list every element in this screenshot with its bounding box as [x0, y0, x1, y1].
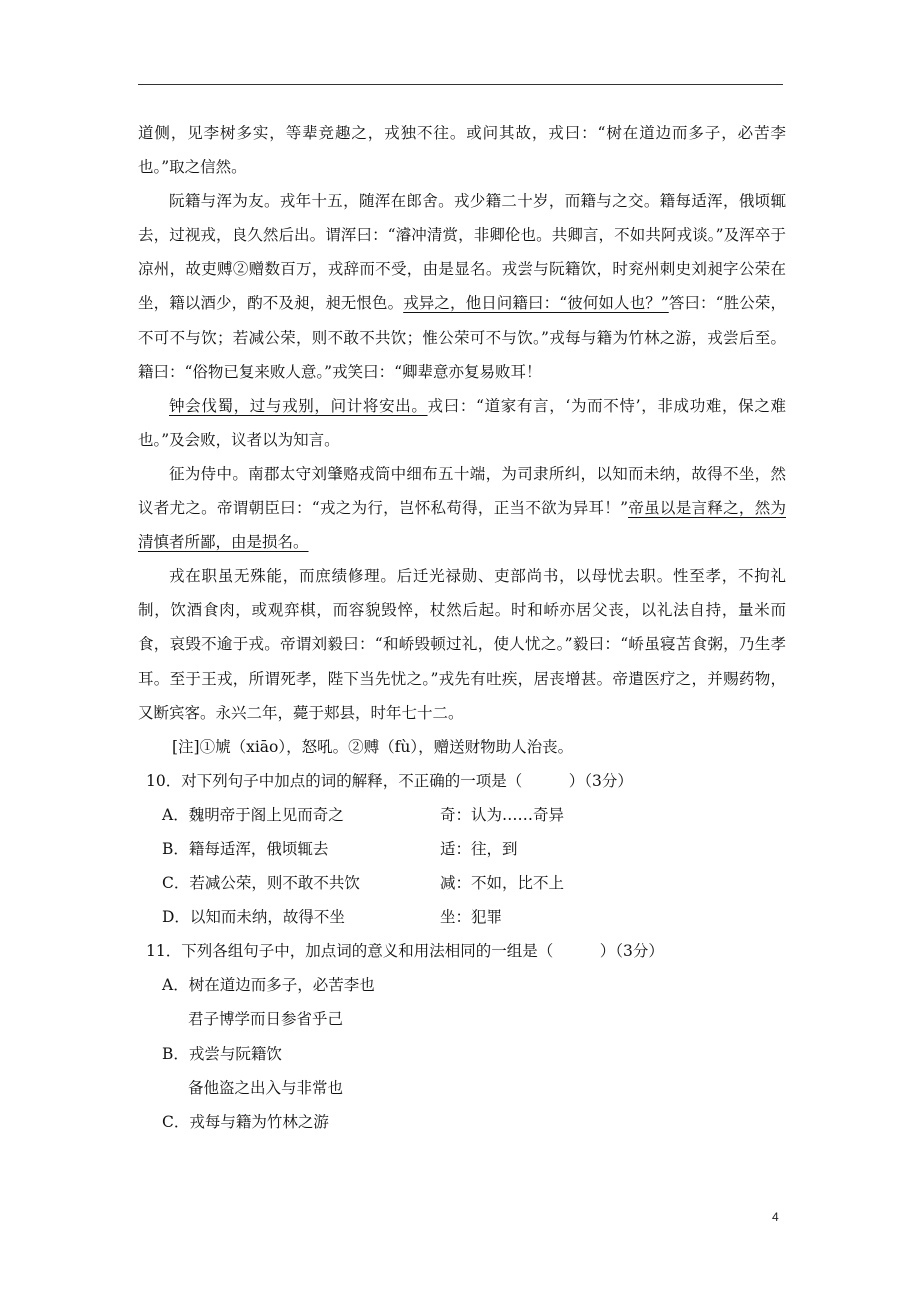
- passage-text: 征为侍中。南郡太守刘肇赂戎筒中细布五十端，为司隶所纠，以知而未纳，故得不坐，然议者尤之。帝谓朝臣曰：“戎之为行，岂怀私苟得，正当不欲为异耳！”: [138, 464, 786, 518]
- question-11-option-a-line-2: 君子博学而日参省乎己: [188, 1010, 344, 1029]
- question-10-option-a: [138, 798, 786, 832]
- option-gloss: 奇：认为……奇异: [440, 805, 565, 824]
- question-10-option-c: [138, 866, 786, 900]
- underlined-sentence-1: 戎异之，他日问籍曰：“彼何如人也？”: [403, 294, 669, 313]
- option-text: C．若减公荣，则不敢不共饮: [162, 874, 360, 893]
- underlined-sentence-2: 钟会伐蜀，过与戎别，问计将安出。: [169, 396, 428, 415]
- annotation-note: [注]①虓（xiāo），怒吼。②赙（fù），赠送财物助人治丧。: [172, 737, 574, 756]
- passage-paragraph-2: [138, 184, 786, 389]
- question-10-option-b: [138, 832, 786, 866]
- page-number: 4: [772, 1210, 779, 1224]
- option-gloss: 适：往，到: [440, 839, 518, 858]
- question-11-option-a-line-1: A．树在道边而多子，必苦李也: [162, 976, 375, 995]
- passage-paragraph-1: 道侧，见李树多实，等辈竞趣之，戎独不往。或问其故，戎曰：“树在道边而多子，必苦李也。”取之信然。: [138, 124, 786, 177]
- passage-paragraph-3: [138, 389, 786, 457]
- option-gloss: 坐：犯罪: [440, 908, 503, 927]
- question-11-option-b-line-1: B．戎尝与阮籍饮: [162, 1044, 282, 1063]
- passage-paragraph-4: [138, 457, 786, 559]
- document-body: [138, 116, 786, 1139]
- option-text: A．魏明帝于阁上见而奇之: [162, 805, 344, 824]
- passage-text: 阮籍与浑为友。戎年十五，随浑在郎舍。戎少籍二十岁，而籍与之交。籍每适浑，俄顷辄去，过视戎，良久然后出。谓浑曰：“濬冲清赏，非卿伦也。共卿言，不如共阿戎谈。”及浑卒于凉州，故吏赙②赠数百万，戎辞而不受，由是显名。戎尝与阮籍饮，时兖州刺史刘昶字公荣在坐，籍以酒少，酌不及昶，昶无恨色。: [138, 192, 786, 313]
- question-10-option-d: [138, 900, 786, 934]
- passage-text: 戎曰：“道家有言，‘为而不恃’，非成功难，保之难也。”及会败，议者以为知言。: [138, 396, 786, 449]
- passage-text: 答曰：“胜公荣，不可不与饮；若减公荣，则不敢不共饮；惟公荣可不与饮。”戎每与籍为竹林之游，戎尝后至。籍曰：“俗物已复来败人意。”戎笑曰：“卿辈意亦复易败耳！: [138, 294, 786, 381]
- option-text: B．籍每适浑，俄顷辄去: [162, 839, 329, 858]
- option-text: D．以知而未纳，故得不坐: [162, 908, 345, 927]
- question-10-stem: 10．对下列句子中加点的词的解释，不正确的一项是（ ）（3分）: [146, 771, 633, 790]
- question-11-option-b-line-2: 备他盗之出入与非常也: [188, 1078, 344, 1097]
- option-gloss: 减：不如，比不上: [440, 874, 565, 893]
- question-11-stem: 11．下列各组句子中，加点词的意义和用法相同的一组是（ ）（3分）: [146, 942, 664, 961]
- question-11-option-c-line-1: C．戎每与籍为竹林之游: [162, 1112, 329, 1131]
- underlined-sentence-3: 帝虽以是言释之，然为清慎者所鄙，由是损名。: [138, 499, 786, 552]
- header-rule: [138, 84, 783, 85]
- passage-paragraph-5: 戎在职虽无殊能，而庶绩修理。后迁光禄勋、吏部尚书，以母忧去职。性至孝，不拘礼制，饮酒食肉，或观弈棋，而容貌毁悴，杖然后起。时和峤亦居父丧，以礼法自持，量米而食，哀毁不逾于戎。帝谓刘毅曰：“和峤毁顿过礼，使人忧之。”毅曰：“峤虽寝苫食粥，乃生孝耳。至于王戎，所谓死孝，陛下当先忧之。”戎先有吐疾，居丧增甚。帝遣医疗之，并赐药物，又断宾客。永兴二年，薨于郏县，时年七十二。: [138, 567, 786, 722]
